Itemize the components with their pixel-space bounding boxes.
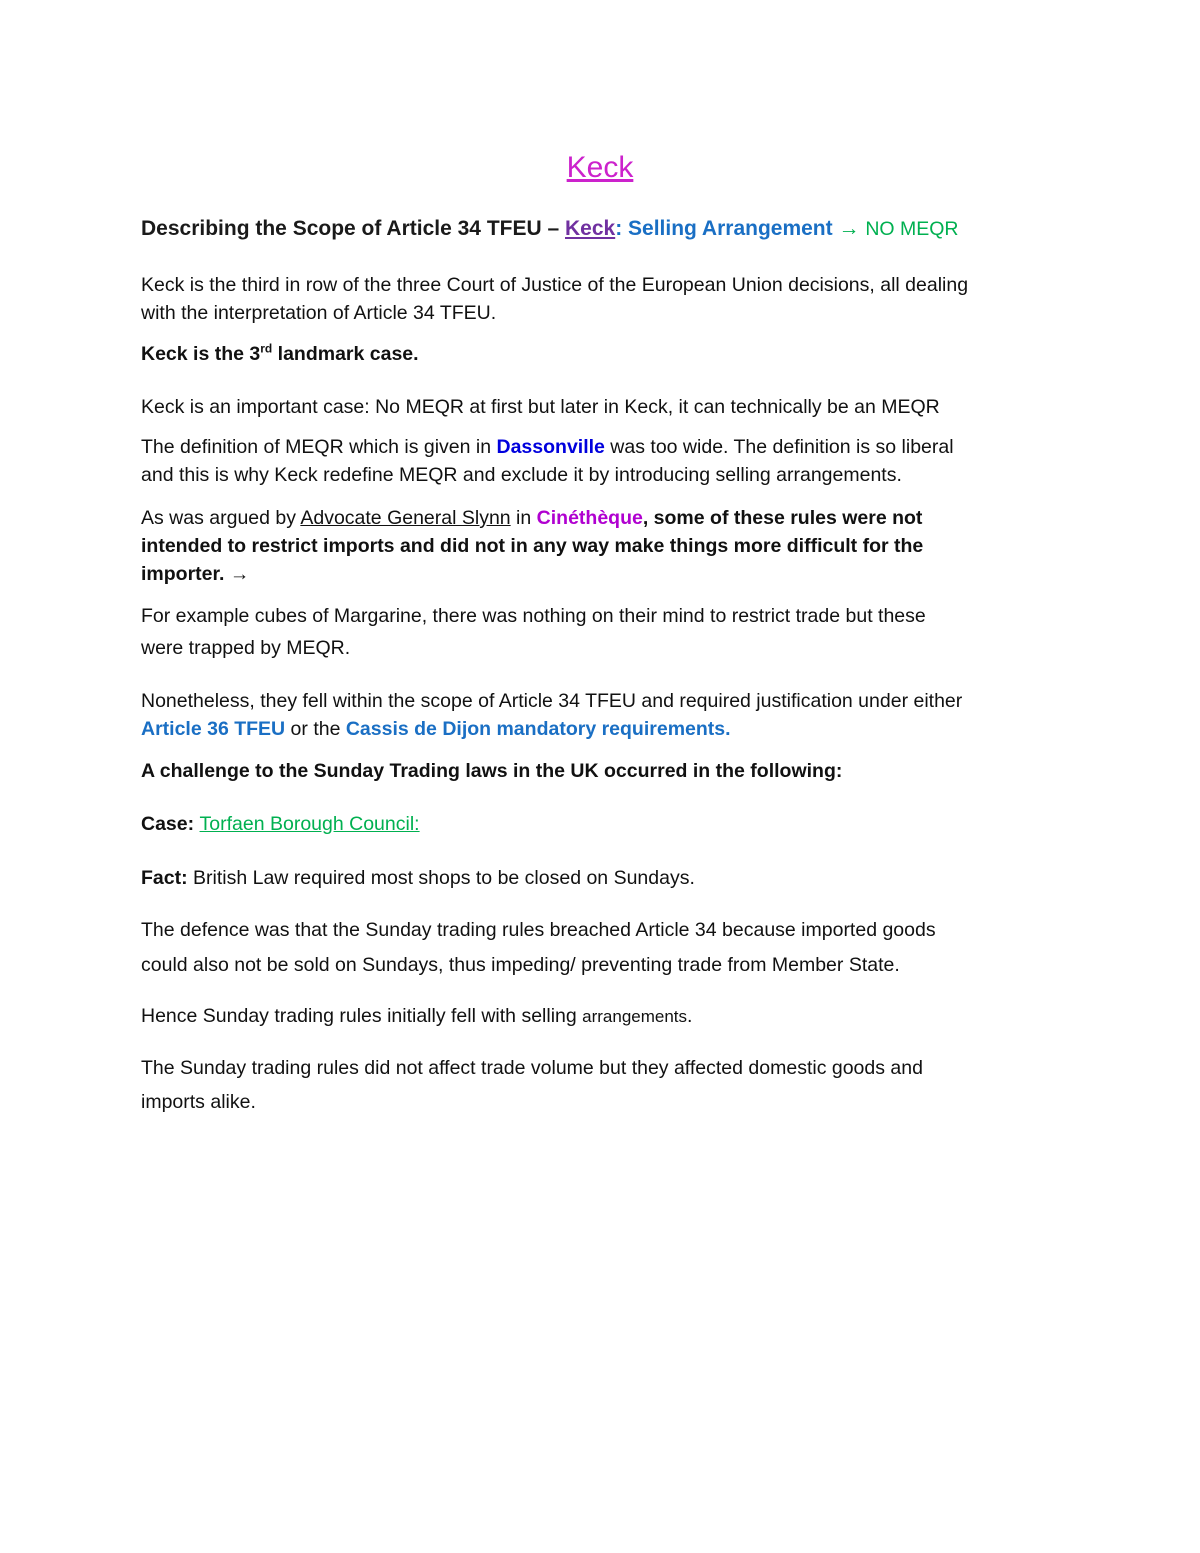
heading-colon: : xyxy=(615,217,629,240)
cassis-de-dijon: Cassis de Dijon mandatory requirements. xyxy=(345,718,731,740)
paragraph-12 xyxy=(141,1004,692,1029)
paragraph-9 xyxy=(141,812,420,836)
case-torfaen: Torfaen Borough Council: xyxy=(199,813,420,835)
heading-no-meqr: NO MEQR xyxy=(865,218,959,240)
heading-keck-link: Keck xyxy=(565,217,616,240)
document-title: Keck xyxy=(566,151,634,184)
paragraph-6-line-1: For example cubes of Margarine, there was nothing on their mind to restrict trade but these xyxy=(141,605,926,627)
p5-prefix: As was argued by xyxy=(141,507,301,529)
arrow-icon: → xyxy=(832,217,866,240)
paragraph-11-line-1: The defence was that the Sunday trading rules breached Article 34 because imported goods xyxy=(141,919,936,941)
paragraph-8: A challenge to the Sunday Trading laws in the UK occurred in the following: xyxy=(141,760,843,782)
paragraph-5-line-3: importer. → xyxy=(141,563,250,585)
heading-selling-arrangement: Selling Arrangement xyxy=(628,217,833,240)
p5-in: in xyxy=(510,507,537,529)
paragraph-11-line-2: could also not be sold on Sundays, thus impeding/ preventing trade from Member State. xyxy=(141,954,900,976)
p2-superscript: rd xyxy=(260,341,273,356)
case-label: Case: xyxy=(141,813,200,835)
p5-suffix: , some of these rules were not xyxy=(642,507,923,529)
advocate-general-slynn: Advocate General Slynn xyxy=(300,507,511,529)
p7-or: or the xyxy=(285,718,346,740)
paragraph-7-line-2 xyxy=(141,717,731,741)
p2-prefix: Keck is the 3 xyxy=(141,343,261,365)
p2-suffix: landmark case. xyxy=(272,343,419,365)
p4-suffix: was too wide. The definition is so liberal xyxy=(604,436,954,458)
section-heading xyxy=(141,217,958,241)
paragraph-13-line-1: The Sunday trading rules did not affect trade volume but they affected domestic goods and xyxy=(141,1057,923,1079)
p12-arrangements: arrangements xyxy=(582,1007,688,1026)
paragraph-1-line-1: Keck is the third in row of the three Court of Justice of the European Union decisions, all dealing xyxy=(141,274,969,296)
paragraph-1-line-2: with the interpretation of Article 34 TFEU. xyxy=(141,302,497,324)
fact-text: British Law required most shops to be closed on Sundays. xyxy=(187,867,695,889)
paragraph-4-line-2: and this is why Keck redefine MEQR and exclude it by introducing selling arrangements. xyxy=(141,464,902,486)
p12-prefix: Hence Sunday trading rules initially fell with selling xyxy=(141,1005,583,1027)
paragraph-10 xyxy=(141,866,695,890)
paragraph-4-line-1 xyxy=(141,435,954,459)
article-36-tfeu: Article 36 TFEU xyxy=(141,718,286,740)
heading-prefix: Describing the Scope of Article 34 TFEU – xyxy=(141,217,565,240)
p4-prefix: The definition of MEQR which is given in xyxy=(141,436,497,458)
paragraph-3: Keck is an important case: No MEQR at first but later in Keck, it can technically be an MEQR xyxy=(141,396,940,418)
paragraph-6-line-2: were trapped by MEQR. xyxy=(141,637,351,659)
p12-suffix: . xyxy=(687,1005,693,1027)
paragraph-5-line-1 xyxy=(141,506,922,530)
paragraph-13-line-2: imports alike. xyxy=(141,1091,256,1113)
paragraph-2 xyxy=(141,342,419,366)
case-cinetheque: Cinéthèque xyxy=(536,507,643,529)
fact-label: Fact: xyxy=(141,867,188,889)
case-dassonville: Dassonville xyxy=(496,436,605,458)
paragraph-5-line-2: intended to restrict imports and did not in any way make things more difficult for the xyxy=(141,535,924,557)
paragraph-7-line-1: Nonetheless, they fell within the scope of Article 34 TFEU and required justification under either xyxy=(141,690,963,712)
